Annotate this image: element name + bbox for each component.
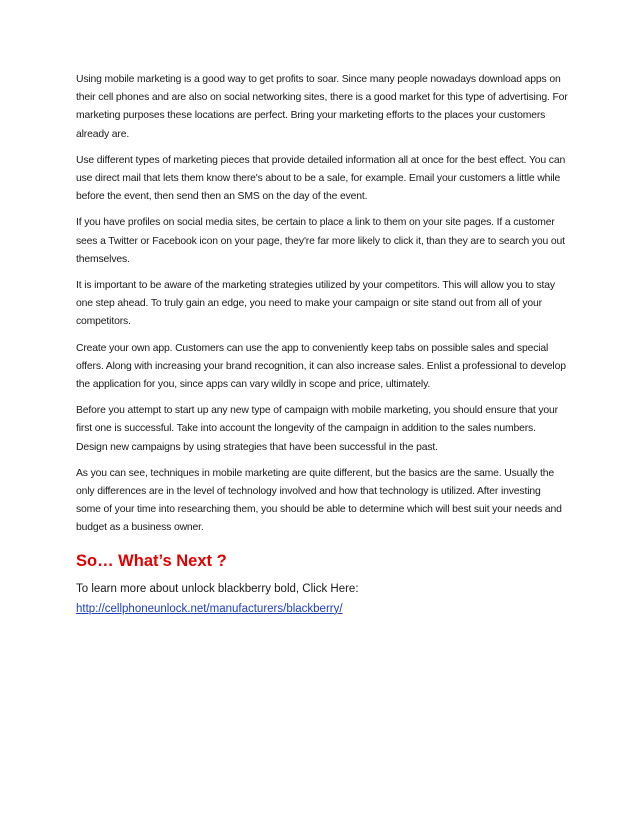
paragraph-1: Using mobile marketing is a good way to get profits to soar. Since many people nowadays download apps on their cell phones and are also on social networking sites, there is a good market for this type of advertising. For marketing purposes these locations are perfect. Bring your marketing efforts to the places your customers already are.	[76, 74, 568, 140]
paragraph-6: Before you attempt to start up any new type of campaign with mobile marketing, you should ensure that your first one is successful. Take into account the longevity of the campaign in addition to the sales numbers. Design new campaigns by using strategies that have been successful in the past.	[76, 405, 558, 453]
paragraph-3: If you have profiles on social media sites, be certain to place a link to them on your site pages. If a customer sees a Twitter or Facebook icon on your page, they're far more likely to click it, than they are to search you out themselves.	[76, 217, 565, 265]
cta-text: To learn more about unlock blackberry bold, Click Here:	[76, 582, 359, 595]
paragraph-2: Use different types of marketing pieces that provide detailed information all at once for the best effect. You can use direct mail that lets them know there's about to be a sale, for example. Email your customers a little while before the event, then send then an SMS on the day of the event.	[76, 154, 566, 203]
paragraph-4: It is important to be aware of the marketing strategies utilized by your competitors. This will allow you to stay one step ahead. To truly gain an edge, you need to make your campaign or site stand out from all of your competitors.	[76, 280, 555, 328]
paragraph-7: As you can see, techniques in mobile marketing are quite different, but the basics are the same. Usually the only differences are in the level of technology involved and how that technology is utilized. After investing some of your time into researching them, you should be able to determine which will best suit your needs and budget as a business owner.	[76, 467, 562, 534]
paragraph-5: Create your own app. Customers can use the app to conveniently keep tabs on possible sales and special offers. Along with increasing your brand recognition, it can also increase sales. Enlist a professional to develop the application for you, since apps can vary wildly in scope and price, ultimately.	[76, 342, 566, 391]
blackberry-unlock-link[interactable]: http://cellphoneunlock.net/manufacturers/blackberry/	[76, 602, 343, 615]
document-body	[76, 71, 568, 618]
whats-next-heading: So… What’s Next ?	[76, 551, 227, 570]
